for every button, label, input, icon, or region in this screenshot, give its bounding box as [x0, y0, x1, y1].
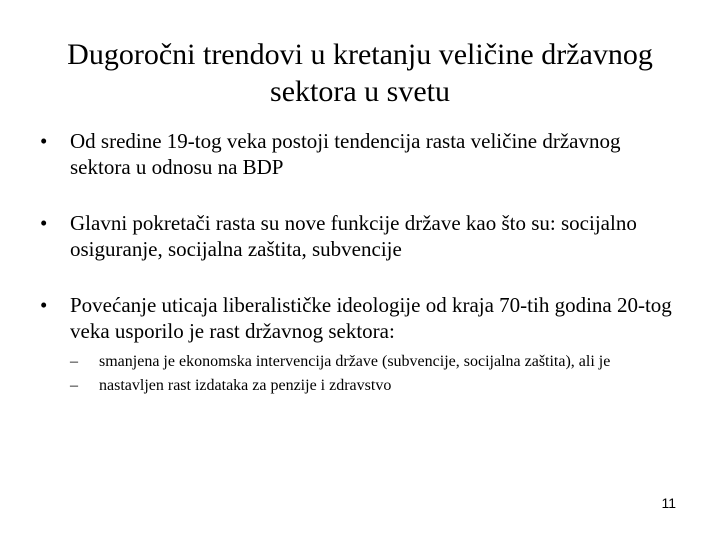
bullet-item [40, 292, 680, 396]
bullet-item [40, 128, 680, 180]
sub-bullet-text: smanjena je ekonomska intervencija države (subvencije, socijalna zaštita), ali je [99, 353, 611, 370]
page-number: 11 [661, 495, 676, 511]
bullet-text: Povećanje uticaja liberalističke ideologije od kraja 70-tih godina 20-tog veka usporilo je rast državnog sektora: [70, 293, 672, 343]
sub-bullet-item [70, 376, 680, 396]
bullet-icon: • [40, 211, 48, 235]
bullet-list [40, 128, 680, 400]
sub-bullet-text: nastavljen rast izdataka za penzije i zdravstvo [99, 377, 392, 394]
dash-icon: – [70, 377, 78, 394]
bullet-icon: • [40, 129, 48, 153]
dash-icon: – [70, 353, 78, 370]
bullet-item [40, 210, 680, 262]
bullet-text: Glavni pokretači rasta su nove funkcije države kao što su: socijalno osiguranje, socijalna zaštita, subvencije [70, 211, 637, 261]
sub-bullet-list [70, 352, 680, 396]
bullet-icon: • [40, 293, 48, 317]
slide-title: Dugoročni trendovi u kretanju veličine državnog sektora u svetu [67, 38, 653, 108]
bullet-text: Od sredine 19-tog veka postoji tendencija rasta veličine državnog sektora u odnosu na BDP [70, 129, 621, 179]
sub-bullet-item [70, 352, 680, 372]
